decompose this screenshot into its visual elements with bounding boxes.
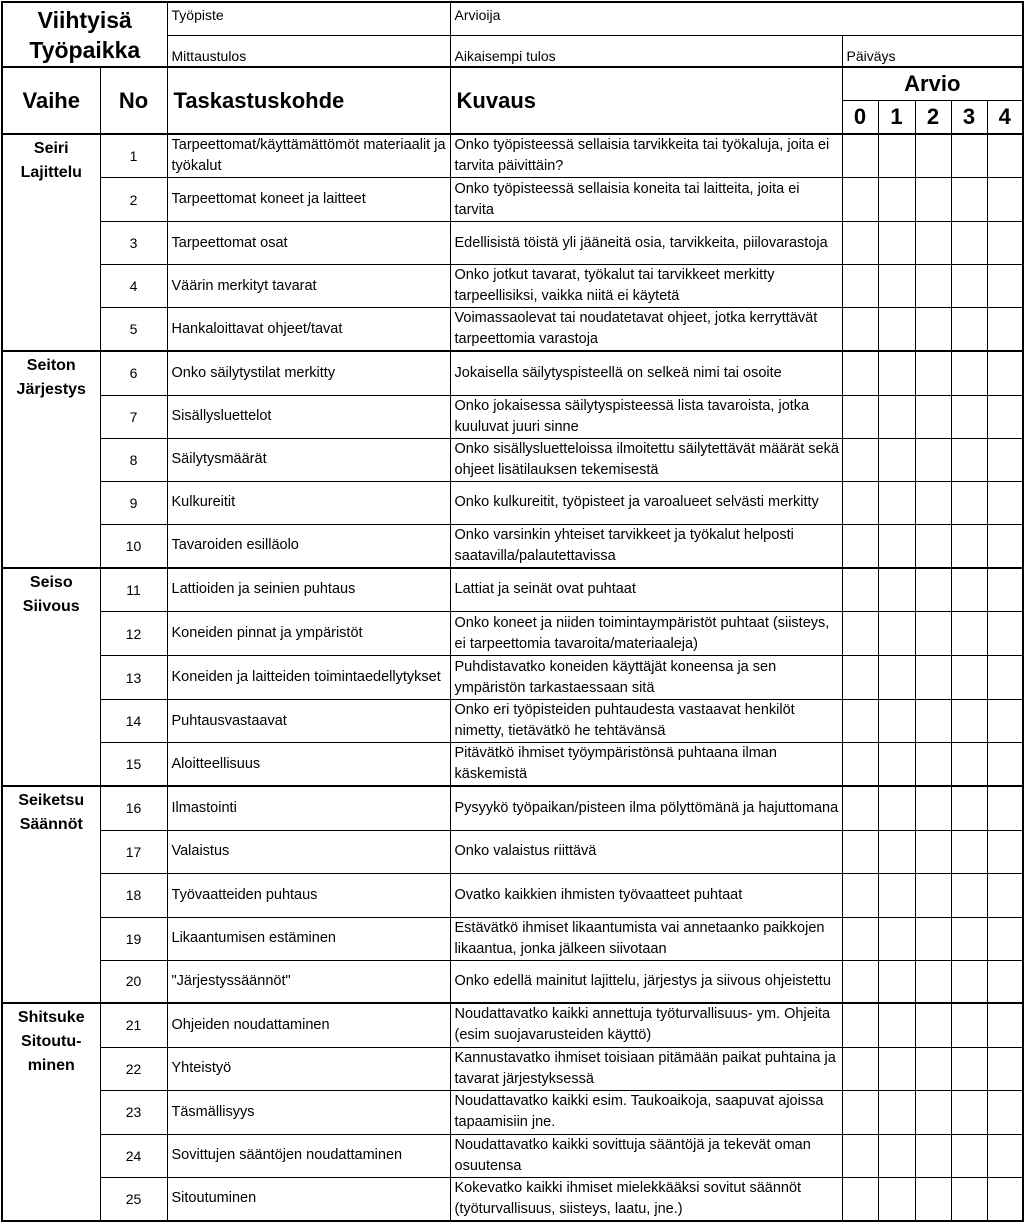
inspection-description: Lattiat ja seinät ovat puhtaat (450, 568, 842, 612)
score-cell-2[interactable] (915, 1177, 951, 1221)
score-cell-4[interactable] (987, 1177, 1023, 1221)
score-cell-3[interactable] (951, 395, 987, 438)
score-cell-0[interactable] (842, 1003, 878, 1047)
inspection-description: Pitävätkö ihmiset työympäristönsä puhtaana ilman käskemistä (450, 743, 842, 787)
previous-result-field[interactable]: Aikaisempi tulos (450, 35, 842, 67)
row-number: 8 (100, 438, 167, 481)
row-number: 12 (100, 612, 167, 656)
row-number: 20 (100, 960, 167, 1003)
score-cell-3[interactable] (951, 265, 987, 308)
score-cell-1[interactable] (878, 1090, 915, 1134)
score-cell-4[interactable] (987, 395, 1023, 438)
table-row (2, 178, 1023, 222)
inspection-item: Sovittujen sääntöjen noudattaminen (167, 1134, 450, 1177)
phase-label: Shitsuke Sitoutu- minen (2, 1003, 100, 1221)
score-cell-2[interactable] (915, 524, 951, 568)
score-cell-3[interactable] (951, 1003, 987, 1047)
score-cell-3[interactable] (951, 351, 987, 395)
score-cell-3[interactable] (951, 786, 987, 830)
score-cell-4[interactable] (987, 481, 1023, 524)
row-number: 2 (100, 178, 167, 222)
table-row (2, 308, 1023, 352)
score-cell-0[interactable] (842, 743, 878, 787)
table-row (2, 481, 1023, 524)
inspection-item: Väärin merkityt tavarat (167, 265, 450, 308)
table-row (2, 1003, 1023, 1047)
table-row (2, 438, 1023, 481)
score-cell-4[interactable] (987, 134, 1023, 178)
score-cell-2[interactable] (915, 1090, 951, 1134)
score-cell-3[interactable] (951, 222, 987, 265)
score-cell-1[interactable] (878, 786, 915, 830)
inspection-item: Tavaroiden esilläolo (167, 524, 450, 568)
score-cell-1[interactable] (878, 656, 915, 700)
score-cell-0[interactable] (842, 481, 878, 524)
score-cell-1[interactable] (878, 134, 915, 178)
score-cell-1[interactable] (878, 917, 915, 960)
row-number: 17 (100, 830, 167, 873)
score-cell-0[interactable] (842, 873, 878, 917)
score-cell-3[interactable] (951, 960, 987, 1003)
score-cell-2[interactable] (915, 308, 951, 352)
score-cell-2[interactable] (915, 960, 951, 1003)
score-cell-0[interactable] (842, 612, 878, 656)
table-row (2, 1047, 1023, 1090)
score-cell-4[interactable] (987, 612, 1023, 656)
table-row (2, 265, 1023, 308)
score-cell-3[interactable] (951, 700, 987, 743)
score-cell-4[interactable] (987, 786, 1023, 830)
inspection-item: Ohjeiden noudattaminen (167, 1003, 450, 1047)
score-cell-2[interactable] (915, 351, 951, 395)
score-cell-0[interactable] (842, 222, 878, 265)
score-cell-1[interactable] (878, 395, 915, 438)
score-cell-0[interactable] (842, 700, 878, 743)
inspection-item: Tarpeettomat/käyttämättömöt materiaalit ja työkalut (167, 134, 450, 178)
score-cell-2[interactable] (915, 830, 951, 873)
score-cell-2[interactable] (915, 395, 951, 438)
row-number: 9 (100, 481, 167, 524)
inspection-description: Onko jokaisessa säilytyspisteessä lista tavaroista, jotka kuuluvat juuri sinne (450, 395, 842, 438)
inspection-description: Onko työpisteessä sellaisia koneita tai laitteita, joita ei tarvita (450, 178, 842, 222)
inspection-item: Sisällysluettelot (167, 395, 450, 438)
score-cell-0[interactable] (842, 395, 878, 438)
score-cell-2[interactable] (915, 700, 951, 743)
score-cell-0[interactable] (842, 308, 878, 352)
score-cell-0[interactable] (842, 265, 878, 308)
row-number: 13 (100, 656, 167, 700)
score-cell-3[interactable] (951, 568, 987, 612)
inspection-item: Kulkureitit (167, 481, 450, 524)
inspection-item: Säilytysmäärät (167, 438, 450, 481)
inspection-item: Koneiden ja laitteiden toimintaedellytykset (167, 656, 450, 700)
row-number: 24 (100, 1134, 167, 1177)
score-cell-3[interactable] (951, 1134, 987, 1177)
score-cell-0[interactable] (842, 830, 878, 873)
score-cell-2[interactable] (915, 1047, 951, 1090)
table-row (2, 134, 1023, 178)
phase-label: Seiso Siivous (2, 568, 100, 787)
score-cell-3[interactable] (951, 481, 987, 524)
score-cell-4[interactable] (987, 656, 1023, 700)
score-cell-0[interactable] (842, 568, 878, 612)
score-cell-4[interactable] (987, 265, 1023, 308)
table-row (2, 1090, 1023, 1134)
phase-label: Seiri Lajittelu (2, 134, 100, 351)
score-cell-4[interactable] (987, 1134, 1023, 1177)
score-cell-3[interactable] (951, 134, 987, 178)
inspection-description: Onko eri työpisteiden puhtaudesta vastaavat henkilöt nimetty, tietävätkö he tehtävänsä (450, 700, 842, 743)
score-cell-2[interactable] (915, 568, 951, 612)
inspection-item: "Järjestyssäännöt" (167, 960, 450, 1003)
score-cell-0[interactable] (842, 786, 878, 830)
score-cell-4[interactable] (987, 351, 1023, 395)
workstation-field[interactable]: Työpiste (167, 2, 450, 35)
inspection-item: Valaistus (167, 830, 450, 873)
score-cell-1[interactable] (878, 222, 915, 265)
table-row (2, 222, 1023, 265)
inspection-description: Onko valaistus riittävä (450, 830, 842, 873)
score-cell-4[interactable] (987, 960, 1023, 1003)
score-cell-4[interactable] (987, 1003, 1023, 1047)
row-number: 11 (100, 568, 167, 612)
score-cell-3[interactable] (951, 656, 987, 700)
score-cell-1[interactable] (878, 700, 915, 743)
score-cell-1[interactable] (878, 178, 915, 222)
inspection-description: Edellisistä töistä yli jääneitä osia, tarvikkeita, piilovarastoja (450, 222, 842, 265)
table-row (2, 656, 1023, 700)
score-cell-1[interactable] (878, 438, 915, 481)
column-header-item: Taskastuskohde (167, 67, 450, 134)
score-cell-1[interactable] (878, 873, 915, 917)
inspection-description: Onko edellä mainitut lajittelu, järjestys ja siivous ohjeistettu (450, 960, 842, 1003)
score-cell-1[interactable] (878, 1047, 915, 1090)
score-cell-2[interactable] (915, 178, 951, 222)
score-cell-2[interactable] (915, 786, 951, 830)
row-number: 10 (100, 524, 167, 568)
score-header-1: 1 (878, 101, 915, 135)
score-cell-1[interactable] (878, 830, 915, 873)
inspection-description: Estävätkö ihmiset likaantumista vai annetaanko paikkojen likaantua, jonka jälkeen siivotaan (450, 917, 842, 960)
score-cell-1[interactable] (878, 481, 915, 524)
inspection-description: Kokevatko kaikki ihmiset mielekkääksi sovitut säännöt (työturvallisuus, siisteys, laatu, jne.) (450, 1177, 842, 1221)
score-cell-4[interactable] (987, 830, 1023, 873)
score-cell-2[interactable] (915, 1003, 951, 1047)
row-number: 16 (100, 786, 167, 830)
score-cell-1[interactable] (878, 308, 915, 352)
table-row (2, 1177, 1023, 1221)
inspection-item: Puhtausvastaavat (167, 700, 450, 743)
inspection-description: Noudattavatko kaikki sovittuja sääntöjä ja tekevät oman osuutensa (450, 1134, 842, 1177)
score-cell-3[interactable] (951, 1090, 987, 1134)
inspection-description: Onko koneet ja niiden toimintaympäristöt puhtaat (siisteys, ei tarpeettomia tavaroita/materiaaleja) (450, 612, 842, 656)
score-cell-2[interactable] (915, 873, 951, 917)
score-cell-3[interactable] (951, 178, 987, 222)
date-field[interactable]: Päiväys (842, 35, 1023, 67)
inspection-description: Ovatko kaikkien ihmisten työvaatteet puhtaat (450, 873, 842, 917)
score-cell-1[interactable] (878, 743, 915, 787)
row-number: 3 (100, 222, 167, 265)
score-cell-4[interactable] (987, 743, 1023, 787)
table-row (2, 960, 1023, 1003)
score-cell-4[interactable] (987, 568, 1023, 612)
score-cell-4[interactable] (987, 917, 1023, 960)
inspection-item: Likaantumisen estäminen (167, 917, 450, 960)
inspection-item: Aloitteellisuus (167, 743, 450, 787)
row-number: 18 (100, 873, 167, 917)
score-cell-4[interactable] (987, 524, 1023, 568)
score-cell-0[interactable] (842, 1047, 878, 1090)
score-cell-0[interactable] (842, 351, 878, 395)
score-cell-0[interactable] (842, 656, 878, 700)
inspection-item: Onko säilytystilat merkitty (167, 351, 450, 395)
table-row (2, 612, 1023, 656)
score-cell-0[interactable] (842, 438, 878, 481)
score-cell-1[interactable] (878, 265, 915, 308)
score-cell-2[interactable] (915, 612, 951, 656)
table-row (2, 1134, 1023, 1177)
score-cell-4[interactable] (987, 873, 1023, 917)
score-cell-0[interactable] (842, 178, 878, 222)
score-cell-3[interactable] (951, 917, 987, 960)
score-cell-1[interactable] (878, 524, 915, 568)
table-row (2, 917, 1023, 960)
inspection-description: Puhdistavatko koneiden käyttäjät koneensa ja sen ympäristön tarkastaessaan sitä (450, 656, 842, 700)
phase-label: Seiton Järjestys (2, 351, 100, 568)
inspection-item: Koneiden pinnat ja ympäristöt (167, 612, 450, 656)
row-number: 23 (100, 1090, 167, 1134)
score-cell-0[interactable] (842, 524, 878, 568)
score-header-0: 0 (842, 101, 878, 135)
row-number: 22 (100, 1047, 167, 1090)
table-row (2, 873, 1023, 917)
score-header-4: 4 (987, 101, 1023, 135)
score-cell-4[interactable] (987, 308, 1023, 352)
score-cell-1[interactable] (878, 960, 915, 1003)
score-cell-3[interactable] (951, 1047, 987, 1090)
table-row (2, 700, 1023, 743)
score-cell-3[interactable] (951, 873, 987, 917)
score-cell-1[interactable] (878, 568, 915, 612)
brand-title: Viihtyisä Työpaikka (2, 2, 167, 67)
row-number: 6 (100, 351, 167, 395)
inspection-description: Voimassaolevat tai noudatetavat ohjeet, jotka kerryttävät tarpeettomia varastoja (450, 308, 842, 352)
inspection-description: Kannustavatko ihmiset toisiaan pitämään paikat puhtaina ja tavarat järjestyksessä (450, 1047, 842, 1090)
column-header-no: No (100, 67, 167, 134)
table-row (2, 395, 1023, 438)
score-cell-4[interactable] (987, 1090, 1023, 1134)
score-cell-3[interactable] (951, 1177, 987, 1221)
measurement-field[interactable]: Mittaustulos (167, 35, 450, 67)
score-cell-1[interactable] (878, 1134, 915, 1177)
score-cell-2[interactable] (915, 134, 951, 178)
score-header-2: 2 (915, 101, 951, 135)
inspection-item: Tarpeettomat koneet ja laitteet (167, 178, 450, 222)
score-cell-2[interactable] (915, 438, 951, 481)
inspection-description: Onko työpisteessä sellaisia tarvikkeita tai työkaluja, joita ei tarvita päivittäin? (450, 134, 842, 178)
inspection-item: Työvaatteiden puhtaus (167, 873, 450, 917)
inspection-item: Hankaloittavat ohjeet/tavat (167, 308, 450, 352)
score-cell-3[interactable] (951, 830, 987, 873)
inspection-description: Jokaisella säilytyspisteellä on selkeä nimi tai osoite (450, 351, 842, 395)
row-number: 21 (100, 1003, 167, 1047)
table-row (2, 351, 1023, 395)
score-cell-0[interactable] (842, 917, 878, 960)
score-cell-0[interactable] (842, 1177, 878, 1221)
score-cell-0[interactable] (842, 960, 878, 1003)
score-cell-2[interactable] (915, 265, 951, 308)
score-cell-2[interactable] (915, 222, 951, 265)
table-row (2, 830, 1023, 873)
inspection-description: Noudattavatko kaikki esim. Taukoaikoja, saapuvat ajoissa tapaamisiin jne. (450, 1090, 842, 1134)
table-row (2, 568, 1023, 612)
score-cell-1[interactable] (878, 351, 915, 395)
score-cell-2[interactable] (915, 656, 951, 700)
table-row (2, 743, 1023, 787)
score-cell-0[interactable] (842, 1134, 878, 1177)
score-cell-3[interactable] (951, 612, 987, 656)
inspection-description: Noudattavatko kaikki annettuja työturvallisuus- ym. Ohjeita (esim suojavarusteiden käyttö) (450, 1003, 842, 1047)
score-cell-2[interactable] (915, 743, 951, 787)
table-row (2, 524, 1023, 568)
row-number: 25 (100, 1177, 167, 1221)
row-number: 5 (100, 308, 167, 352)
row-number: 4 (100, 265, 167, 308)
inspection-description: Onko jotkut tavarat, työkalut tai tarvikkeet merkitty tarpeellisiksi, vaikka niitä ei käytetä (450, 265, 842, 308)
row-number: 7 (100, 395, 167, 438)
inspection-description: Onko varsinkin yhteiset tarvikkeet ja työkalut helposti saatavilla/palautettavissa (450, 524, 842, 568)
score-cell-4[interactable] (987, 700, 1023, 743)
score-cell-3[interactable] (951, 524, 987, 568)
checklist-table (1, 1, 1024, 1222)
inspection-description: Pysyykö työpaikan/pisteen ilma pölyttömänä ja hajuttomana (450, 786, 842, 830)
score-header-3: 3 (951, 101, 987, 135)
row-number: 19 (100, 917, 167, 960)
phase-label: Seiketsu Säännöt (2, 786, 100, 1003)
column-header-phase: Vaihe (2, 67, 100, 134)
inspection-item: Ilmastointi (167, 786, 450, 830)
score-cell-1[interactable] (878, 1003, 915, 1047)
row-number: 1 (100, 134, 167, 178)
score-cell-4[interactable] (987, 438, 1023, 481)
score-cell-3[interactable] (951, 743, 987, 787)
inspection-description: Onko kulkureitit, työpisteet ja varoalueet selvästi merkitty (450, 481, 842, 524)
inspection-item: Lattioiden ja seinien puhtaus (167, 568, 450, 612)
score-cell-3[interactable] (951, 308, 987, 352)
score-cell-2[interactable] (915, 1134, 951, 1177)
inspection-item: Täsmällisyys (167, 1090, 450, 1134)
column-header-description: Kuvaus (450, 67, 842, 134)
inspection-description: Onko sisällysluetteloissa ilmoitettu säilytettävät määrät sekä ohjeet lisätilauksen tekemisestä (450, 438, 842, 481)
score-cell-2[interactable] (915, 917, 951, 960)
inspection-item: Tarpeettomat osat (167, 222, 450, 265)
column-header-rating: Arvio (842, 67, 1023, 101)
score-cell-4[interactable] (987, 1047, 1023, 1090)
row-number: 14 (100, 700, 167, 743)
score-cell-3[interactable] (951, 438, 987, 481)
inspection-item: Yhteistyö (167, 1047, 450, 1090)
score-cell-0[interactable] (842, 134, 878, 178)
score-cell-1[interactable] (878, 1177, 915, 1221)
score-cell-2[interactable] (915, 481, 951, 524)
score-cell-1[interactable] (878, 612, 915, 656)
score-cell-0[interactable] (842, 1090, 878, 1134)
score-cell-4[interactable] (987, 222, 1023, 265)
assessor-field[interactable]: Arvioija (450, 2, 1023, 35)
row-number: 15 (100, 743, 167, 787)
score-cell-4[interactable] (987, 178, 1023, 222)
table-row (2, 786, 1023, 830)
inspection-item: Sitoutuminen (167, 1177, 450, 1221)
